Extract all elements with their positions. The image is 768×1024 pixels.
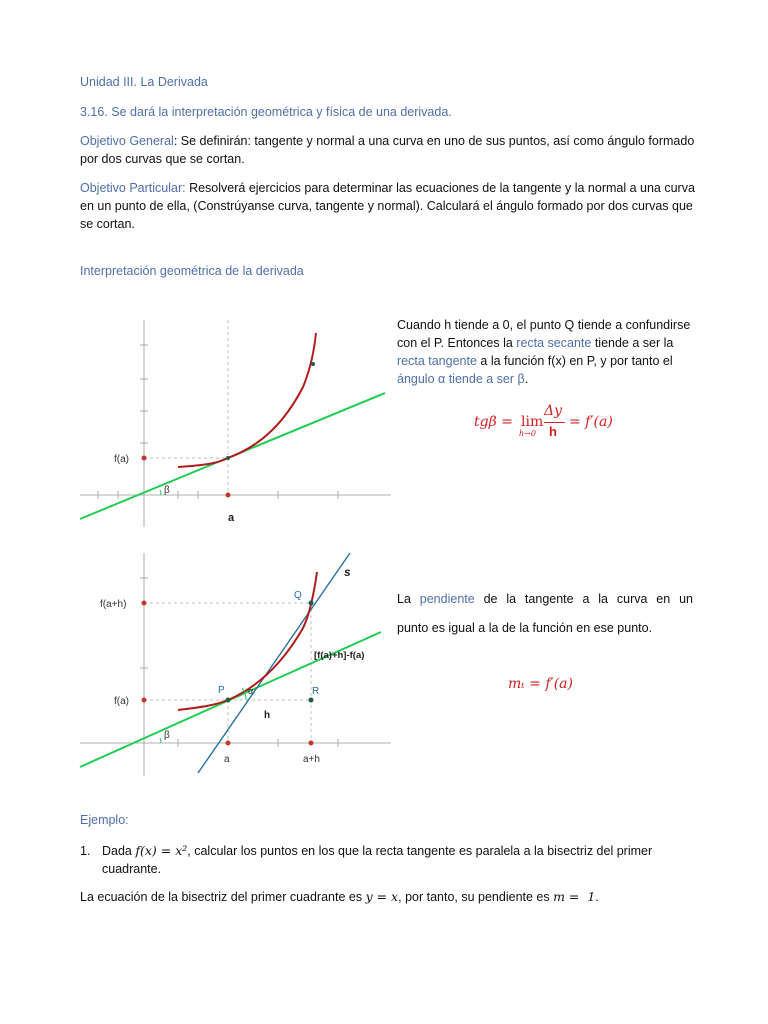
curve-point <box>311 362 315 366</box>
paragraph-pendiente <box>397 590 693 608</box>
objetivo-particular-label: Objetivo Particular: <box>80 181 186 195</box>
ejemplo-text-2: , calcular los puntos en los que la recta tangente es paralela a la bisectriz del primer <box>187 844 653 858</box>
bisectriz-text-1: La ecuación de la bisectriz del primer cuadrante es <box>80 890 366 904</box>
P-label: P <box>218 685 225 696</box>
bisectriz-text-3: . <box>595 890 599 904</box>
bisectriz-math-2: m = 1 <box>553 889 596 904</box>
a-label: a <box>228 512 235 524</box>
a-label-2: a <box>224 754 230 765</box>
para2-pendiente: pendiente <box>419 592 475 606</box>
ejemplo-line2: cuadrante. <box>102 862 162 876</box>
formula-slope: mₜ = f′(a) <box>508 676 573 692</box>
fa-label: f(a) <box>114 454 129 465</box>
alpha-label: α <box>248 686 254 696</box>
bisectriz-line <box>80 888 599 906</box>
point-Q <box>309 601 314 606</box>
ejemplo-heading: Ejemplo: <box>80 813 129 827</box>
objetivo-general-text: : Se definirán: tangente y normal a una curva en uno de sus puntos, así como ángulo formado por dos curvas que se cortan. <box>80 134 695 166</box>
formula1-lhs: tgβ = <box>474 414 513 430</box>
fah-label: f(a+h) <box>100 599 127 610</box>
a-point <box>226 493 231 498</box>
fa-point <box>142 456 147 461</box>
para1-text-1: Cuando h tiende a 0, el punto Q tiende a confundirse con el P. Entonces la <box>397 318 691 350</box>
bisectriz-math-1: y = x <box>365 889 399 904</box>
a-point-2 <box>226 741 231 746</box>
ejemplo-line1 <box>102 842 694 860</box>
ejemplo-number: 1. <box>80 844 91 858</box>
ejemplo-text-1: Dada <box>102 844 136 858</box>
difference-label: [f(a)+h]-f(a) <box>314 650 365 661</box>
section-title: 3.16. Se dará la interpretación geométrica y física de una derivada. <box>80 105 452 119</box>
para1-recta-secante: recta secante <box>516 336 592 350</box>
ejemplo-math: f(x) = x² <box>135 843 188 858</box>
unit-title: Unidad III. La Derivada <box>80 75 208 89</box>
tangency-point <box>226 456 230 460</box>
objetivo-particular-text: Resolverá ejercicios para determinar las ecuaciones de la tangente y la normal a una curva en un punto de ella, (Constrúyanse curva, tangente y normal). Calculará el ángulo formado por dos curvas que se cortan. <box>80 181 695 231</box>
formula1-lim: lim <box>521 414 544 430</box>
h-label: h <box>264 710 271 721</box>
para1-text-4: . <box>524 372 529 386</box>
Q-label: Q <box>294 590 302 601</box>
para2-text-1: La <box>397 592 420 606</box>
point-P <box>226 698 231 703</box>
ah-label: a+h <box>303 754 320 765</box>
para2-line2: punto es igual a la de la función en ese punto. <box>397 621 653 635</box>
interp-heading: Interpretación geométrica de la derivada <box>80 264 304 278</box>
objetivo-general <box>80 132 695 168</box>
para1-text-3: a la función f(x) en P, y por tanto el <box>476 354 673 368</box>
para1-recta-tangente: recta tangente <box>397 354 477 368</box>
fa-point-2 <box>142 698 147 703</box>
s-label: s <box>344 565 351 579</box>
formula1-lim-sub: h→0 <box>519 429 536 438</box>
R-label: R <box>312 686 320 697</box>
formula1-rhs: = f′(a) <box>569 414 613 430</box>
formula1-num: Δy <box>544 403 563 419</box>
para1-text-2: tiende a ser la <box>591 336 674 350</box>
objetivo-particular <box>80 179 698 233</box>
beta-label-2: β <box>164 730 170 741</box>
ah-point <box>309 741 314 746</box>
derivative-graph-2 <box>78 548 393 780</box>
beta-label: β <box>164 485 170 496</box>
para2-text-2: de la tangente a la curva en un <box>474 592 693 606</box>
secant-line <box>198 553 350 773</box>
objetivo-general-label: Objetivo General <box>80 134 174 148</box>
function-curve <box>178 333 316 467</box>
bisectriz-text-2: , por tanto, su pendiente es <box>398 890 554 904</box>
paragraph-secant <box>397 316 697 388</box>
fah-point <box>142 601 147 606</box>
derivative-graph-1 <box>78 315 393 530</box>
formula1-den: h <box>549 424 557 439</box>
point-R <box>309 698 314 703</box>
para1-angulo: ángulo α tiende a ser β <box>397 372 525 386</box>
fa-label-2: f(a) <box>114 696 129 707</box>
